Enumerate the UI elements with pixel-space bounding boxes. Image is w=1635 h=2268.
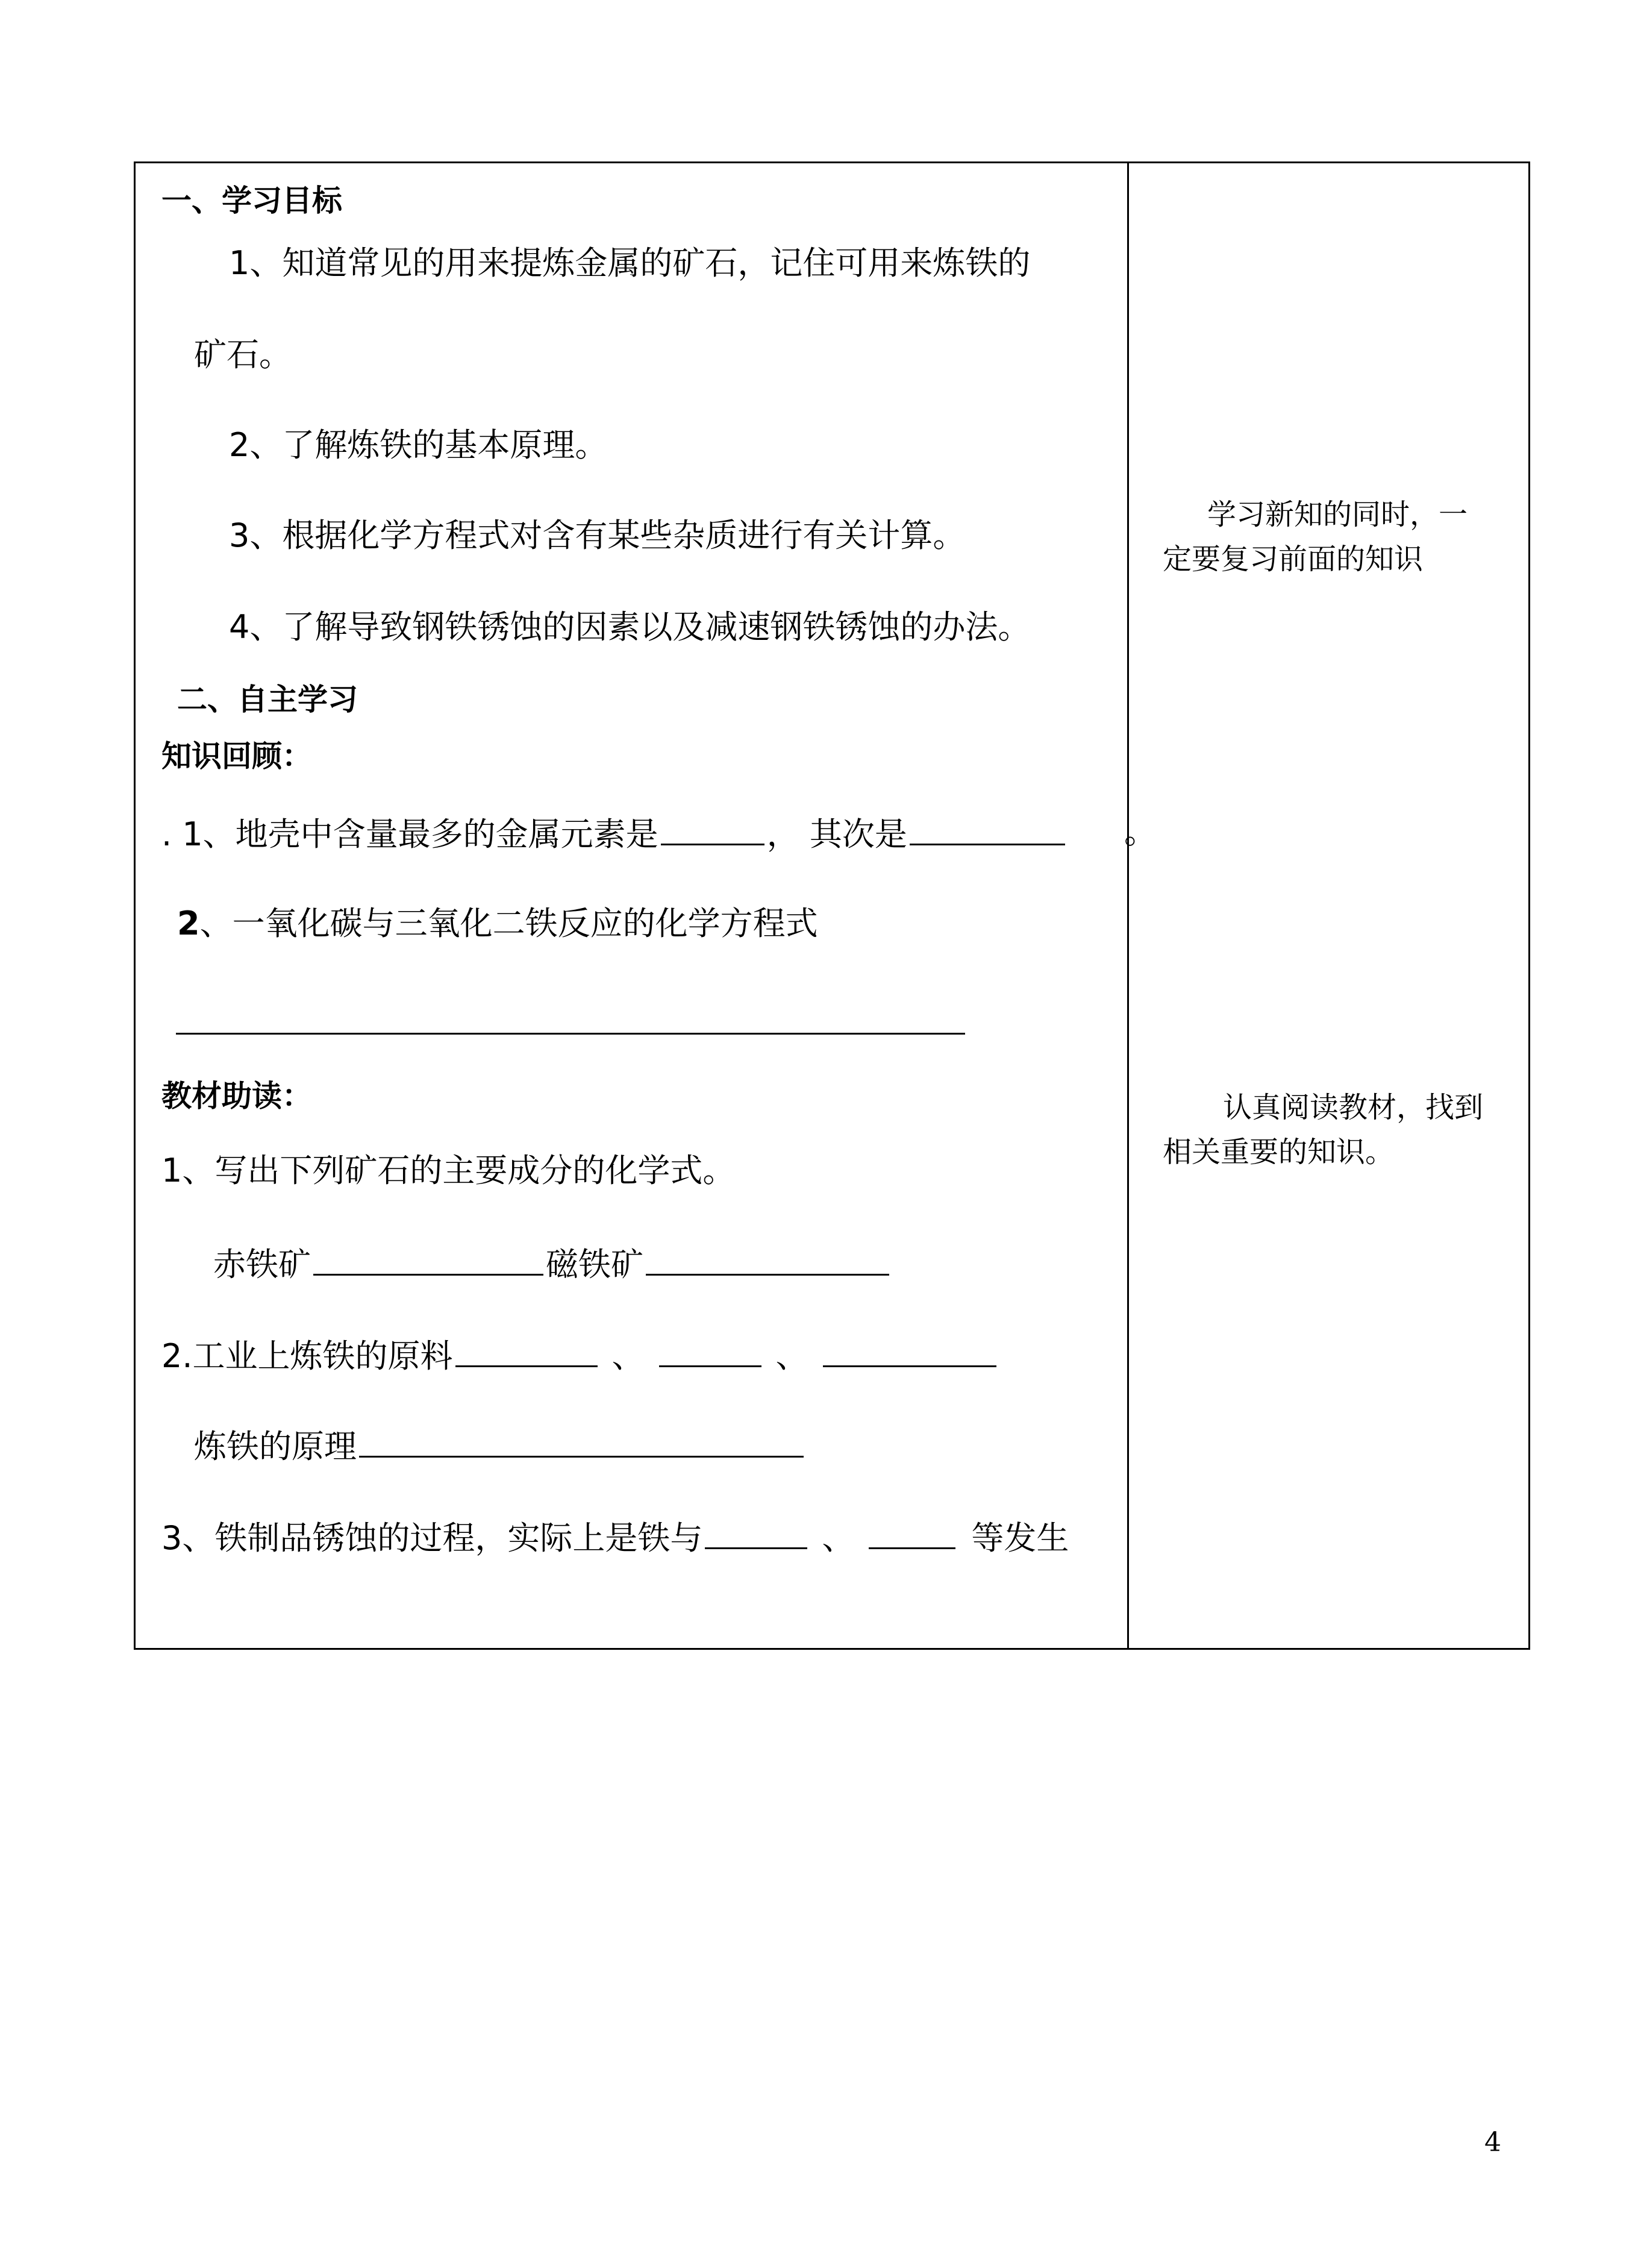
guide-3-end: 等发生 bbox=[971, 1519, 1069, 1557]
answer-blank-metal-1[interactable] bbox=[661, 816, 764, 845]
page-number: 4 bbox=[1484, 2127, 1501, 2158]
review-question-2 bbox=[177, 904, 818, 942]
answer-blank-material-1[interactable] bbox=[455, 1338, 598, 1367]
goal-1-line-b: 矿石。 bbox=[194, 336, 292, 374]
goal-1-line-a: 1、知道常见的用来提炼金属的矿石，记住可用来炼铁的 bbox=[229, 244, 1031, 282]
answer-blank-rust-1[interactable] bbox=[705, 1520, 807, 1549]
guide-question-2 bbox=[161, 1338, 999, 1373]
guide-question-1: 1、写出下列矿石的主要成分的化学式。 bbox=[161, 1151, 736, 1189]
answer-blank-rust-2[interactable] bbox=[869, 1520, 955, 1549]
ore-formulas-row bbox=[213, 1246, 892, 1281]
answer-blank-hematite[interactable] bbox=[313, 1246, 543, 1276]
comma-1: 、 bbox=[611, 1337, 645, 1375]
principle-label: 炼铁的原理 bbox=[194, 1427, 357, 1465]
guide-question-3 bbox=[161, 1520, 1069, 1555]
goals-heading: 一、学习目标 bbox=[161, 183, 342, 218]
answer-blank-metal-2[interactable] bbox=[910, 816, 1065, 845]
review-1-end: 。 bbox=[1124, 813, 1157, 851]
ore-1-label: 赤铁矿 bbox=[213, 1245, 311, 1283]
principle-row bbox=[194, 1428, 806, 1463]
note-1-line-2: 定要复习前面的知识 bbox=[1163, 542, 1424, 576]
review-1-separator: ， 其次是 bbox=[766, 815, 907, 853]
answer-blank-material-3[interactable] bbox=[823, 1338, 996, 1367]
answer-blank-material-2[interactable] bbox=[659, 1338, 761, 1367]
answer-blank-principle[interactable] bbox=[359, 1428, 804, 1458]
note-1-line-1: 学习新知的同时，一 bbox=[1207, 498, 1468, 531]
review-2-number: 2 bbox=[177, 904, 200, 942]
goal-2: 2、了解炼铁的基本原理。 bbox=[229, 426, 608, 464]
column-divider bbox=[1127, 163, 1129, 1648]
comma-2: 、 bbox=[775, 1337, 808, 1375]
guide-2-prefix: 2.工业上炼铁的原料 bbox=[161, 1337, 453, 1375]
note-2-line-1: 认真阅读教材，找到 bbox=[1223, 1091, 1484, 1124]
answer-blank-equation[interactable] bbox=[176, 1033, 965, 1035]
guide-heading: 教材助读： bbox=[161, 1078, 312, 1114]
answer-blank-magnetite[interactable] bbox=[646, 1246, 889, 1276]
goal-4: 4、了解导致钢铁锈蚀的因素以及减速钢铁锈蚀的办法。 bbox=[229, 608, 1031, 646]
ore-2-label: 磁铁矿 bbox=[546, 1245, 643, 1283]
self-study-heading: 二、自主学习 bbox=[177, 681, 358, 717]
review-1-prefix: . 1、地壳中含量最多的金属元素是 bbox=[161, 815, 658, 853]
review-heading: 知识回顾： bbox=[161, 738, 312, 774]
review-2-text: 、一氧化碳与三氧化二铁反应的化学方程式 bbox=[199, 904, 818, 942]
goal-3: 3、根据化学方程式对含有某些杂质进行有关计算。 bbox=[229, 516, 966, 554]
comma-3: 、 bbox=[822, 1519, 855, 1557]
note-2-line-2: 相关重要的知识。 bbox=[1163, 1135, 1395, 1169]
guide-3-prefix: 3、铁制品锈蚀的过程，实际上是铁与 bbox=[161, 1519, 703, 1557]
review-question-1 bbox=[161, 816, 1068, 851]
